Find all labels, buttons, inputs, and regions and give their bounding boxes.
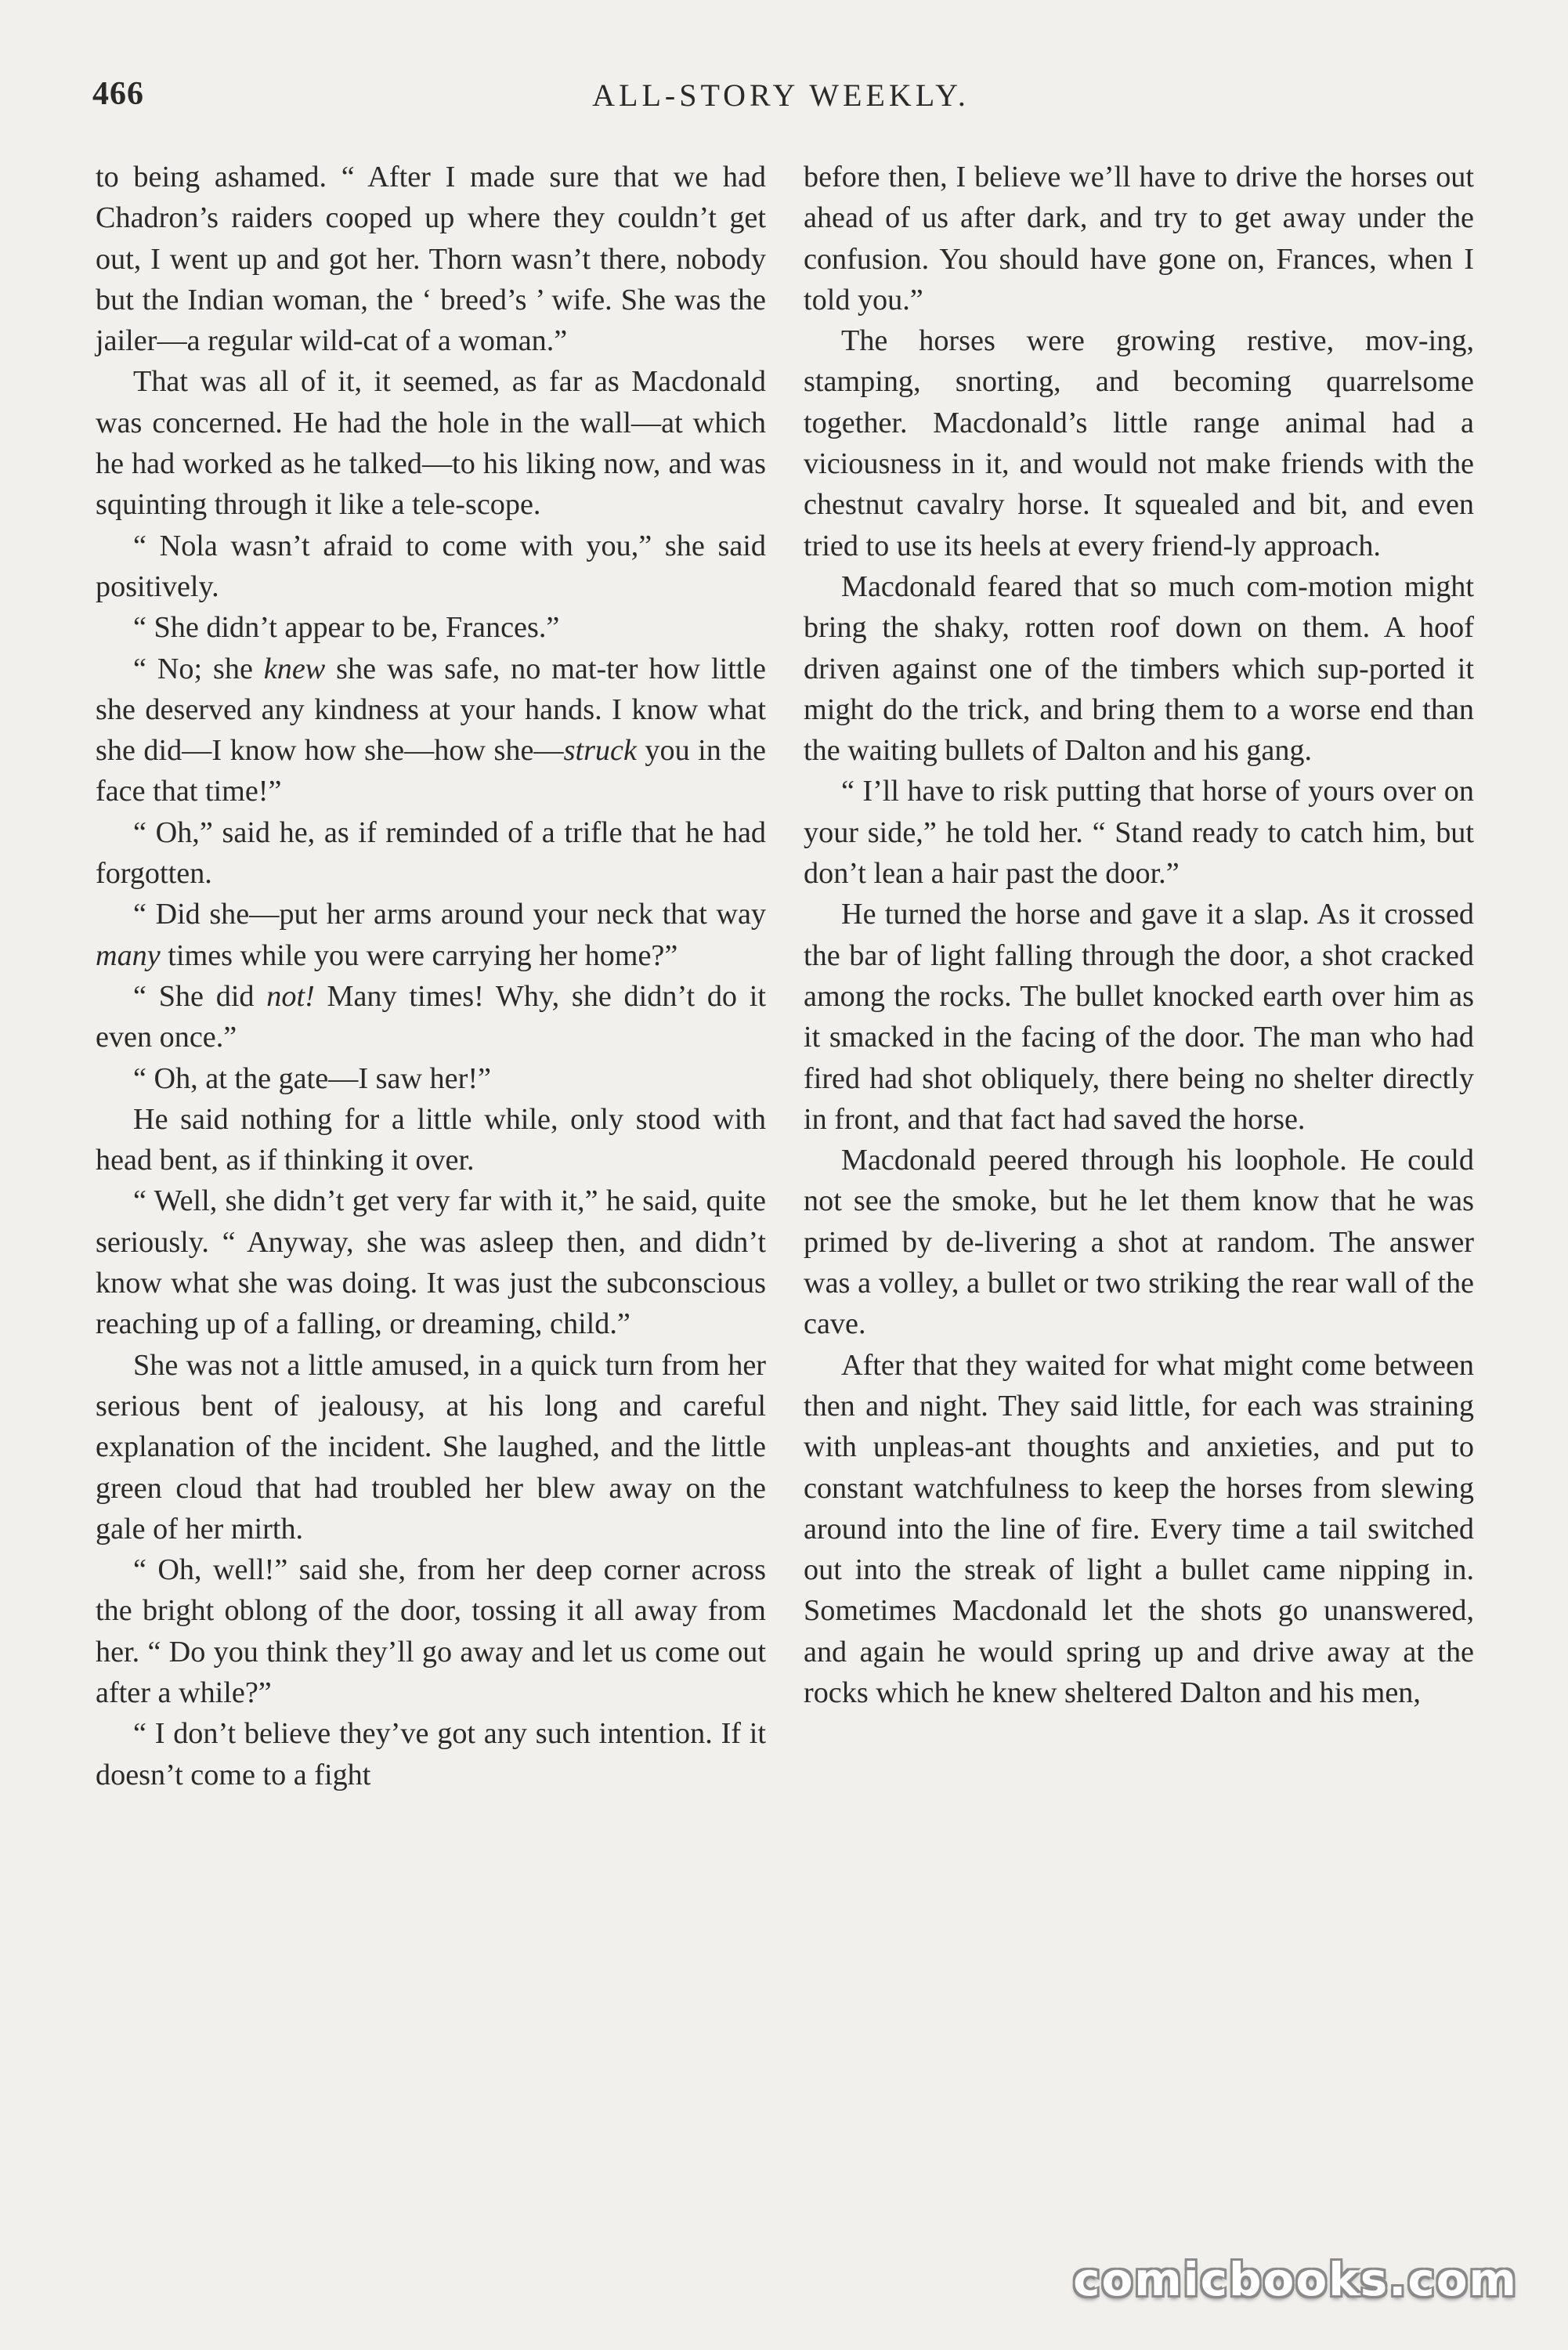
text-run: “ She didn’t appear to be, Frances.” [133, 611, 560, 645]
text-run: The horses were growing restive, mov-ing, stamping, snorting, and becoming quarrelsome together. Macdonald’s little range animal had a viciousness in it, and would not make friends with the chestnut cavalry horse. It squealed and bit, and even tried to use its heels at every friend-ly approach. [804, 324, 1474, 562]
text-run: Macdonald feared that so much com-motion might bring the shaky, rotten roof down on them. A hoof driven against one of the timbers which sup-ported it might do the trick, and bring them to a worse end than the waiting bullets of Dalton and his gang. [804, 569, 1474, 768]
watermark-logo: comicbooks.com [1073, 2253, 1518, 2306]
text-run: “ Did she—put her arms around your neck that way [133, 898, 766, 931]
left-text-column [96, 157, 766, 1795]
text-run: “ I don’t believe they’ve got any such intention. If it doesn’t come to a fight [96, 1717, 766, 1791]
right-text-column [804, 157, 1474, 1713]
paragraph [96, 649, 766, 812]
paragraph [96, 1345, 766, 1549]
text-run: “ No; she [133, 652, 264, 685]
page-number: 466 [92, 76, 144, 112]
paragraph [804, 894, 1474, 1140]
paragraph [96, 361, 766, 525]
paragraph [96, 607, 766, 648]
paragraph [804, 1140, 1474, 1344]
text-run: That was all of it, it seemed, as far as Macdonald was concerned. He had the hole in the wall—at which he had worked as he talked—to his liking now, and was squinting through it like a tele-scope. [96, 365, 766, 522]
text-run: Macdonald peered through his loophole. He could not see the smoke, but he let them know that he was primed by de-livering a shot at random. The answer was a volley, a bullet or two striking the rear wall of the cave. [804, 1144, 1474, 1341]
text-run: before then, I believe we’ll have to drive the horses out ahead of us after dark, and try to get away under the confusion. You should have gone on, Frances, when I told you.” [804, 161, 1474, 316]
paragraph [96, 157, 766, 361]
text-run: “ Oh, well!” said she, from her deep corner across the bright oblong of the door, tossing it all away from her. “ Do you think they’ll go away and let us come out after a while?” [96, 1553, 766, 1709]
text-run: He turned the horse and gave it a slap. As it crossed the bar of light falling through the door, a shot cracked among the rocks. The bullet knocked earth over him as it smacked in the facing of the door. The man who had fired had shot obliquely, there being no shelter directly in front, and that fact had saved the horse. [804, 898, 1474, 1136]
paragraph [96, 1099, 766, 1181]
paragraph [804, 566, 1474, 771]
text-run: “ Well, she didn’t get very far with it,” he said, quite seriously. “ Anyway, she was asleep then, and didn’t know what she was doing. It was just the subconscious reaching up of a falling, or dreaming, child.” [96, 1184, 766, 1341]
text-run: After that they waited for what might come between then and night. They said little, for each was straining with unpleas-ant thoughts and anxieties, and put to constant watchfulness to keep the horses from slewing around into the line of fire. Every time a tail switched out into the streak of light a bullet came nipping in. Sometimes Macdonald let the shots go unanswered, and again he would spring up and drive away at the rocks which he knew sheltered Dalton and his men, [804, 1348, 1474, 1709]
text-run: “ She did [133, 979, 267, 1013]
paragraph [96, 1713, 766, 1795]
emphasis-text: many [96, 938, 161, 972]
paragraph [96, 976, 766, 1058]
text-run: to being ashamed. “ After I made sure that we had Chadron’s raiders cooped up where they couldn’t get out, I went up and got her. Thorn wasn’t there, nobody but the Indian woman, the ‘ breed’s ’ wife. She was the jailer—a regular wild-cat of a woman.” [96, 161, 766, 358]
text-run: He said nothing for a little while, only stood with head bent, as if thinking it over. [96, 1102, 766, 1177]
emphasis-text: knew [263, 652, 326, 685]
paragraph [96, 1180, 766, 1344]
text-run: you in the face that time!” [96, 734, 767, 808]
emphasis-text: not! [266, 979, 315, 1013]
text-run: “ Oh, at the gate—I saw her!” [133, 1061, 491, 1095]
paragraph [804, 771, 1474, 894]
paragraph [96, 894, 766, 976]
paragraph [96, 812, 766, 895]
emphasis-text: struck [563, 734, 637, 768]
paragraph [804, 1345, 1474, 1714]
paragraph [804, 157, 1474, 320]
text-run: times while you were carrying her home?” [160, 938, 678, 972]
paragraph [96, 1058, 766, 1099]
paragraph [804, 320, 1474, 566]
page-header [92, 75, 1469, 130]
text-run: “ Oh,” said he, as if reminded of a trifle that he had forgotten. [96, 815, 766, 891]
text-run: “ I’ll have to risk putting that horse of yours over on your side,” he told her. “ Stand ready to catch him, but don’t lean a hair past the door.” [804, 775, 1474, 891]
text-run: “ Nola wasn’t afraid to come with you,” she said positively. [96, 529, 766, 603]
running-head: ALL-STORY WEEKLY. [592, 78, 970, 113]
text-run: Many times! Why, she didn’t do it even once.” [96, 979, 766, 1054]
text-run: she was safe, no mat-ter how little she deserved any kindness at your hands. I know what she did—I know how she—how she— [96, 652, 766, 768]
text-run: She was not a little amused, in a quick turn from her serious bent of jealousy, at his long and careful explanation of the incident. She laughed, and the little green cloud that had troubled her blew away on the gale of her mirth. [96, 1348, 766, 1546]
paragraph [96, 526, 766, 608]
paragraph [96, 1549, 766, 1713]
